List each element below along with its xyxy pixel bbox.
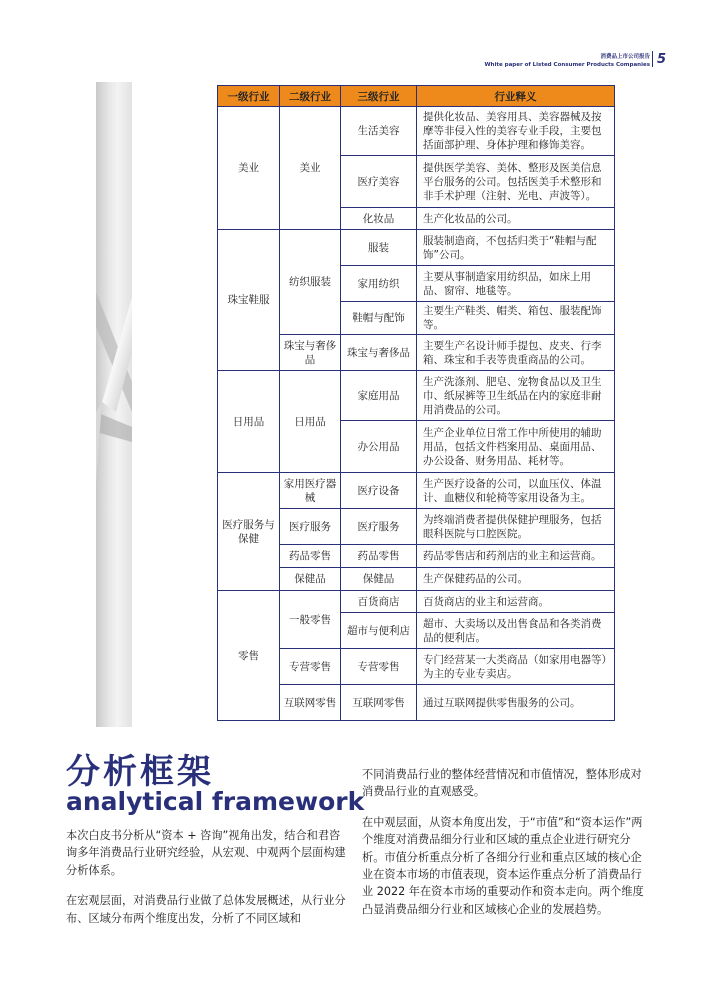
definition-cell: 主要从事制造家用纺织品，如床上用品、窗帘、地毯等。 (417, 266, 615, 302)
level2-cell: 一般零售 (280, 591, 341, 649)
paragraph: 本次白皮书分析从“资本 + 咨询”视角出发，结合和君咨询多年消费品行业研究经验，从宏观、中观两个层面构建分析体系。 (66, 829, 346, 877)
industry-classification-table (217, 85, 615, 721)
paragraph: 在宏观层面，对消费品行业做了总体发展概述，从行业分布、区域分布两个维度出发，分析了不同区域和 (66, 894, 346, 925)
section-title-cn: 分析框架 (66, 752, 214, 792)
definition-cell: 主要生产名设计师手提包、皮夹、行李箱、珠宝和手表等贵重商品的公司。 (417, 335, 615, 371)
definition-cell: 专门经营某一大类商品（如家用电器等）为主的专业专卖店。 (417, 649, 615, 685)
decorative-side-strip (96, 82, 132, 727)
level3-cell: 医疗美容 (341, 156, 417, 208)
level3-cell: 办公用品 (341, 421, 417, 473)
definition-cell: 药品零售店和药剂店的业主和运营商。 (417, 545, 615, 568)
header-title-cn: 消费品上市公司报告 (600, 54, 650, 60)
table-row (218, 107, 615, 156)
level1-cell: 医疗服务与保健 (218, 473, 280, 591)
definition-cell: 超市、大卖场以及出售食品和各类消费品的便利店。 (417, 613, 615, 649)
definition-cell: 为终端消费者提供保健护理服务，包括眼科医院与口腔医院。 (417, 509, 615, 545)
paragraph: 不同消费品行业的整体经营情况和市值情况，整体形成对消费品行业的直观感受。 (362, 768, 642, 799)
level2-cell: 互联网零售 (280, 685, 341, 721)
definition-cell: 生产化妆品的公司。 (417, 208, 615, 230)
level3-cell: 家庭用品 (341, 371, 417, 421)
metallic-cross-graphic (96, 82, 132, 727)
level2-cell: 专营零售 (280, 649, 341, 685)
text-column-left (66, 827, 350, 940)
definition-cell: 生产保健药品的公司。 (417, 568, 615, 591)
level3-cell: 生活美容 (341, 107, 417, 156)
definition-cell: 生产企业单位日常工作中所使用的辅助用品，包括文件档案用品、桌面用品、办公设备、财务用品、耗材等。 (417, 421, 615, 473)
level2-cell: 医疗服务 (280, 509, 341, 545)
definition-cell: 生产医疗设备的公司，以血压仪、体温计、血糖仪和轮椅等家用设备为主。 (417, 473, 615, 509)
header-title-en: White paper of Listed Consumer Products Companies (484, 61, 650, 68)
level2-cell: 日用品 (280, 371, 341, 473)
level3-cell: 专营零售 (341, 649, 417, 685)
running-header (484, 54, 650, 69)
level3-cell: 医疗设备 (341, 473, 417, 509)
level1-cell: 美业 (218, 107, 280, 230)
col-header-level2: 二级行业 (280, 86, 341, 107)
level3-cell: 鞋帽与配饰 (341, 302, 417, 335)
page-number: 5 (656, 52, 666, 67)
level2-cell: 保健品 (280, 568, 341, 591)
definition-cell: 服装制造商，不包括归类于“鞋帽与配饰”公司。 (417, 230, 615, 266)
level1-cell: 日用品 (218, 371, 280, 473)
definition-cell: 提供化妆品、美容用具、美容器械及按摩等非侵入性的美容专业手段，主要包括面部护理、身体护理和修饰美容。 (417, 107, 615, 156)
definition-cell: 主要生产鞋类、帽类、箱包、服装配饰等。 (417, 302, 615, 335)
level3-cell: 超市与便利店 (341, 613, 417, 649)
level3-cell: 互联网零售 (341, 685, 417, 721)
paragraph: 在中观层面，从资本角度出发，于“市值”和“资本运作”两个维度对消费品细分行业和区域的重点企业进行研究分析。市值分析重点分析了各细分行业和重点区域的核心企业在资本市场的市值表现，资本运作重点分析了消费品行业 2022 年在资本市场的重要动作和资本走向。两个维度凸显消费品细分行业和区域核心企业的发展趋势。 (362, 815, 644, 916)
definition-cell: 百货商店的业主和运营商。 (417, 591, 615, 613)
level2-cell: 纺织服装 (280, 230, 341, 335)
definition-cell: 生产洗涤剂、肥皂、宠物食品以及卫生巾、纸尿裤等卫生纸品在内的家庭非耐用消费品的公司。 (417, 371, 615, 421)
level1-cell: 零售 (218, 591, 280, 721)
table-header-row (218, 86, 615, 107)
level3-cell: 家用纺织 (341, 266, 417, 302)
level3-cell: 保健品 (341, 568, 417, 591)
level2-cell: 家用医疗器械 (280, 473, 341, 509)
level3-cell: 药品零售 (341, 545, 417, 568)
col-header-level1: 一级行业 (218, 86, 280, 107)
section-title-en: analytical framework (66, 787, 365, 816)
table-row (218, 473, 615, 509)
level3-cell: 百货商店 (341, 591, 417, 613)
level2-cell: 药品零售 (280, 545, 341, 568)
level3-cell: 服装 (341, 230, 417, 266)
definition-cell: 通过互联网提供零售服务的公司。 (417, 685, 615, 721)
level3-cell: 珠宝与奢侈品 (341, 335, 417, 371)
table-row (218, 371, 615, 421)
level2-cell: 珠宝与奢侈品 (280, 335, 341, 371)
level1-cell: 珠宝鞋服 (218, 230, 280, 371)
col-header-definition: 行业释义 (417, 86, 615, 107)
table-row (218, 230, 615, 266)
header-divider (652, 51, 653, 67)
level3-cell: 化妆品 (341, 208, 417, 230)
col-header-level3: 三级行业 (341, 86, 417, 107)
level2-cell: 美业 (280, 107, 341, 230)
level3-cell: 医疗服务 (341, 509, 417, 545)
definition-cell: 提供医学美容、美体、整形及医美信息平台服务的公司。包括医美手术整形和非手术护理（注射、光电、声波等）。 (417, 156, 615, 208)
table-row (218, 591, 615, 613)
text-column-right (362, 766, 647, 931)
